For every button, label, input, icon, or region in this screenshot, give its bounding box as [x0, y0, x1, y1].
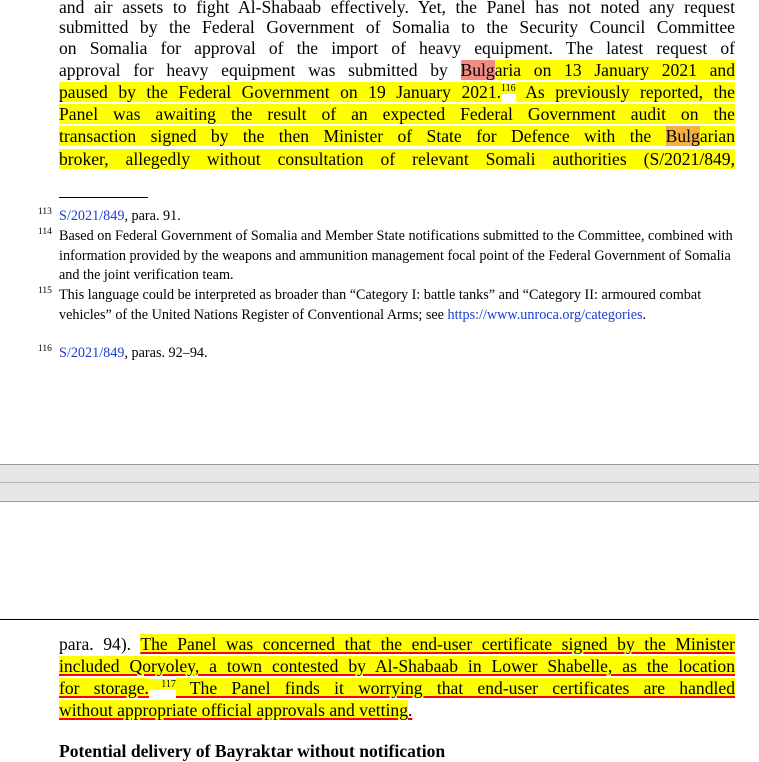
footnote — [38, 286, 738, 325]
text-run: As previously reported, the — [515, 82, 735, 102]
text-run: Bulg — [460, 60, 495, 80]
text-run: transaction signed by the then Minister of State for Defence with the — [59, 126, 666, 146]
paragraph-line — [59, 81, 735, 103]
text-run: for storage. — [59, 678, 149, 698]
text-run: approval for heavy equipment was submitted by — [59, 60, 461, 80]
text-run: arian — [699, 126, 735, 146]
text-run: aria on 13 January 2021 and — [494, 60, 735, 80]
paragraph-line — [59, 103, 735, 125]
section-heading: Potential delivery of Bayraktar without notification — [59, 741, 446, 761]
text-run: This language could be interpreted as broader than “Category I: battle tanks” and “Category II: armoured combat vehicles” of the United Nations Register of Conventional Arms; see — [59, 287, 702, 323]
text-run: paused by the Federal Government on 19 January 2021. — [59, 82, 502, 102]
footnote-text — [59, 286, 738, 325]
footnote-text — [59, 344, 738, 364]
text-run: The Panel finds it worrying that end-user certificates are handled — [175, 678, 735, 698]
footnote-number: 114 — [38, 227, 52, 237]
text-run: . — [642, 306, 647, 323]
text-run: , para. 91. — [124, 208, 181, 224]
footnote-text — [59, 227, 738, 286]
paragraph-line — [59, 37, 735, 59]
footnote-ref: 117 — [148, 679, 176, 691]
text-run: Based on Federal Government of Somalia and Member State notifications submitted to the Committee, combined with information provided by the weapons and ammunition management focal point of the Federal Government of Somalia and the joint verification team. — [59, 228, 733, 283]
paragraph-line — [59, 633, 735, 655]
paragraph-line — [59, 655, 735, 677]
paragraph-line — [59, 59, 735, 81]
page-top-edge — [0, 619, 759, 620]
reference-link[interactable]: S/2021/849 — [59, 345, 125, 361]
footnote-number: 116 — [38, 344, 52, 354]
paragraph-line — [59, 677, 735, 699]
footnote-ref: 116 — [501, 83, 516, 95]
footnote-number: 113 — [38, 207, 52, 217]
page-break-gutter — [0, 464, 759, 502]
footnote — [38, 207, 738, 227]
text-run: The Panel was concerned that the end-user certificate signed by the Minister — [140, 634, 735, 654]
paragraph-line — [59, 148, 735, 170]
reference-link[interactable]: S/2021/849 — [59, 208, 125, 224]
footnote-number: 115 — [38, 286, 52, 296]
paragraph-line — [59, 699, 735, 721]
footnote-separator — [59, 197, 148, 198]
text-run: included Qoryoley, a town contested by Al-Shabaab in Lower Shabelle, as the location — [59, 656, 735, 676]
text-run: on Somalia for approval of the import of heavy equipment. The latest request of — [59, 38, 735, 58]
footnote-text — [59, 207, 738, 227]
text-run: Panel was awaiting the result of an expected Federal Government audit on the — [59, 104, 735, 124]
text-run: Bulg — [665, 126, 700, 146]
text-run: and air assets to fight Al-Shabaab effectively. Yet, the Panel has not noted any request — [59, 0, 735, 17]
paragraph-line — [59, 125, 735, 147]
text-run: , paras. 92–94. — [124, 345, 208, 361]
text-run: . — [408, 700, 413, 720]
reference-link[interactable]: https://www.unroca.org/categories — [447, 306, 643, 323]
text-run: submitted by the Federal Government of Somalia to the Security Council Committee — [59, 17, 735, 37]
paragraph-line — [59, 16, 735, 38]
text-run: para. 94). — [59, 634, 141, 654]
footnote — [38, 344, 738, 364]
text-run: broker, allegedly without consultation of relevant Somali authorities (S/2021/849, — [59, 149, 735, 169]
text-run: without appropriate official approvals and vetting — [59, 700, 409, 720]
footnote — [38, 227, 738, 286]
